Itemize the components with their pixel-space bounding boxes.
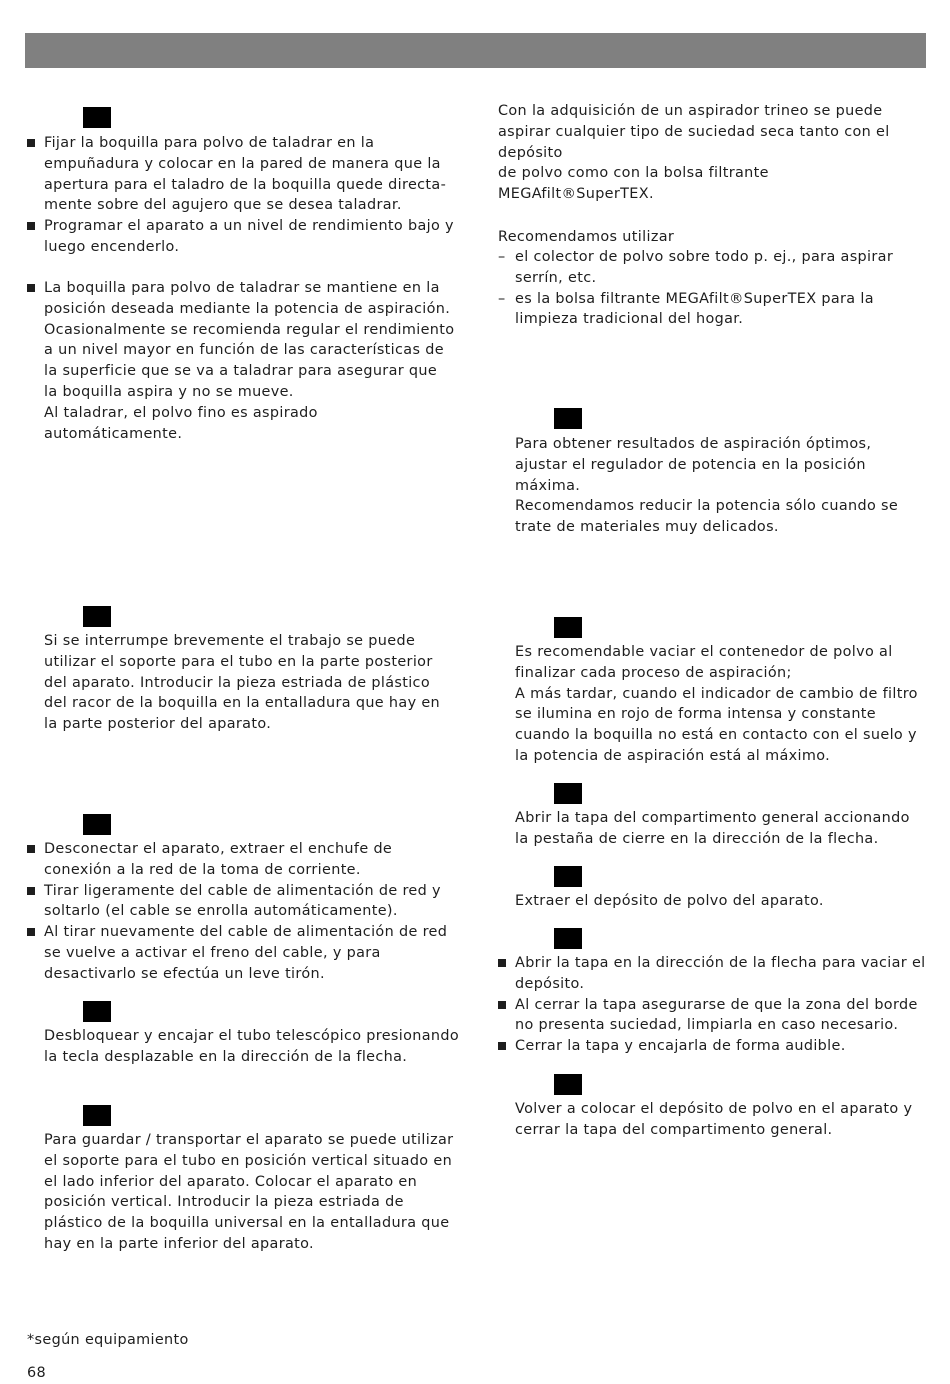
storage-paragraph: Para guardar / transportar el aparato se puede utilizar el soporte para el tubo en posición vertical situado en el lado inferior del aparato. Colocar el aparato en posición vertical. Introducir la pieza estriada de plástico de la boquilla universal en la entalladura que hay en la parte inferior del aparato. [44, 1132, 454, 1252]
page-number: 68 [27, 1365, 47, 1381]
figure-marker-2 [83, 606, 111, 627]
header-bar [25, 33, 926, 68]
drill-steps-list [25, 133, 455, 258]
recommend-list [498, 247, 918, 330]
list-item: Tirar ligeramente del cable de alimentación de red y soltarlo (el cable se enrolla automáticamente). [25, 881, 455, 923]
list-item: Al tirar nuevamente del cable de alimentación de red se vuelve a activar el freno del cable, y para desactivarlo se efectúa un leve tirón. [25, 922, 455, 984]
figure-marker-3 [83, 814, 111, 835]
figure-marker-5 [83, 1105, 111, 1126]
list-item: Al cerrar la tapa asegurarse de que la zona del borde no presenta suciedad, limpiarla en caso necesario. [496, 995, 926, 1037]
tube-paragraph: Desbloquear y encajar el tubo telescópico presionando la tecla desplazable en la dirección de la flecha. [44, 1028, 460, 1065]
list-item: Abrir la tapa en la dirección de la flecha para vaciar el depósito. [496, 953, 926, 995]
figure-marker-7 [554, 617, 582, 638]
list-item: – es la bolsa filtrante MEGAfilt®SuperTEX para la limpieza tradicional del hogar. [498, 289, 918, 331]
end-work-list [25, 839, 455, 985]
list-item: – el colector de polvo sobre todo p. ej., para aspirar serrín, etc. [498, 247, 918, 289]
list-item: Fijar la boquilla para polvo de taladrar en la empuñadura y colocar en la pared de manera que la apertura para el taladro de la boquilla quede directa- mente sobre del agujero que se desea taladrar. [25, 133, 455, 216]
remove-paragraph: Extraer el depósito de polvo del aparato. [515, 893, 824, 909]
figure-marker-6 [554, 408, 582, 429]
list-item: Desconectar el aparato, extraer el enchufe de conexión a la red de la toma de corriente. [25, 839, 455, 881]
empty-paragraph: Es recomendable vaciar el contenedor de polvo al finalizar cada proceso de aspiración; A más tardar, cuando el indicador de cambio de filtro se ilumina en rojo de forma intensa y constante cuando la boquilla no está en contacto con el suelo y la potencia de aspiración está al máximo. [515, 644, 918, 764]
recommend-label: Recomendamos utilizar [498, 229, 675, 245]
power-paragraph: Para obtener resultados de aspiración óptimos, ajustar el regulador de potencia en la posición máxima. Recomendamos reducir la potencia sólo cuando se trate de materiales muy delicados. [515, 436, 899, 536]
figure-marker-4 [83, 1001, 111, 1022]
replace-paragraph: Volver a colocar el depósito de polvo en el aparato y cerrar la tapa del compartimento general. [515, 1101, 913, 1138]
pause-paragraph: Si se interrumpe brevemente el trabajo se puede utilizar el soporte para el tubo en la parte posterior del aparato. Introducir la pieza estriada de plástico del racor de la boquilla en la entalladura que hay en la parte posterior del aparato. [44, 633, 441, 733]
lid-steps-list [496, 953, 926, 1057]
list-item: Programar el aparato a un nivel de rendimiento bajo y luego encenderlo. [25, 216, 455, 258]
figure-marker-1 [83, 107, 111, 128]
list-item: Cerrar la tapa y encajarla de forma audible. [496, 1036, 926, 1057]
footnote: *según equipamiento [27, 1332, 189, 1348]
figure-marker-10 [554, 928, 582, 949]
figure-marker-9 [554, 866, 582, 887]
drill-note-list [25, 278, 455, 444]
intro-paragraph: Con la adquisición de un aspirador trineo se puede aspirar cualquier tipo de suciedad seca tanto con el depósito de polvo como con la bolsa filtrante MEGAfilt®SuperTEX. [498, 103, 890, 203]
figure-marker-8 [554, 783, 582, 804]
open-lid-paragraph: Abrir la tapa del compartimento general accionando la pestaña de cierre en la dirección de la flecha. [515, 810, 910, 847]
list-item: La boquilla para polvo de taladrar se mantiene en la posición deseada mediante la potencia de aspiración. Ocasionalmente se recomienda regular el rendimiento a un nivel mayor en función de las características de la superficie que se va a taladrar para asegurar que la boquilla aspira y no se mueve. Al taladrar, el polvo fino es aspirado automáticamente. [25, 278, 455, 444]
figure-marker-11 [554, 1074, 582, 1095]
